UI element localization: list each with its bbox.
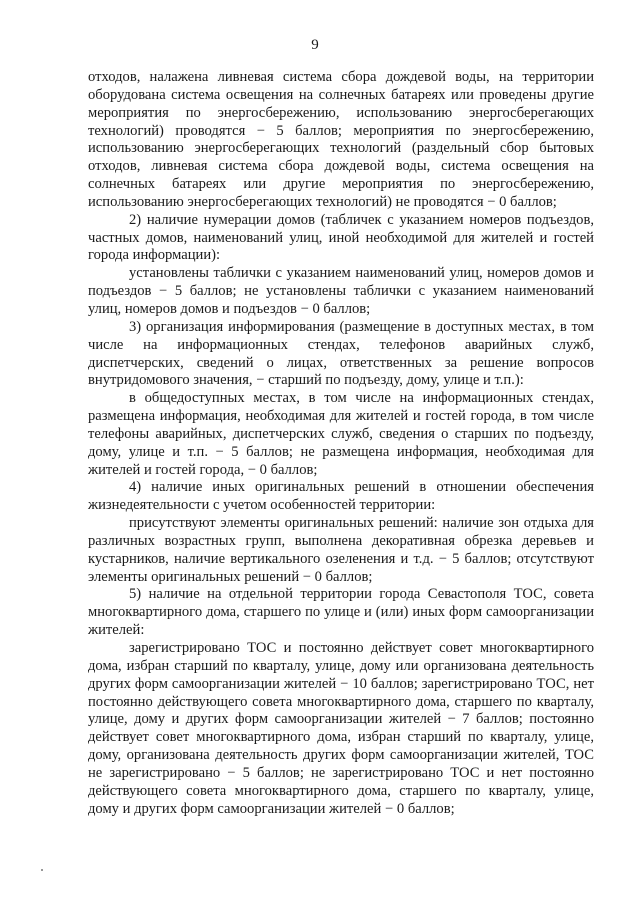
paragraph-3-signs-scoring: установлены таблички с указанием наименований улиц, номеров домов и подъездов − 5 баллов; не установлены таблички с указанием наименований улиц, номеров домов и подъездов − 0 баллов;	[88, 265, 594, 317]
paragraph-6-original-solutions: 4) наличие иных оригинальных решений в отношении обеспечения жизнедеятельности с учетом особенностей территории:	[88, 479, 594, 514]
paragraph-8-self-organization: 5) наличие на отдельной территории города Севастополя ТОС, совета многоквартирного дома, старшего по улице и (или) иных форм самоорганизации жителей:	[88, 586, 594, 639]
document-body	[88, 37, 594, 818]
paragraph-2-house-numbering: 2) наличие нумерации домов (табличек с указанием номеров подъездов, частных домов, наименований улиц, иной необходимой для жителей и гостей города информации):	[88, 211, 594, 264]
page-number: 9	[311, 37, 319, 53]
paragraph-1-continuation: отходов, налажена ливневая система сбора дождевой воды, на территории оборудована система освещения на солнечных батареях или проведены другие мероприятия по энергосбережению, использованию энергосберегающих технологий) проводятся − 5 баллов; мероприятия по энергосбережению, использованию энергосберегающих технологий (раздельный сбор бытовых отходов, ливневая система сбора дождевой воды, система освещения на солнечных батареях или другие мероприятия по энергосбережению, использованию энергосберегающих технологий) не проводятся − 0 баллов;	[88, 69, 594, 210]
paragraph-7-original-solutions-scoring: присутствуют элементы оригинальных решений: наличие зон отдыха для различных возрастных групп, выполнена декоративная обрезка деревьев и кустарников, наличие вертикального озеленения и т.д. − 5 баллов; отсутствуют элементы оригинальных решений − 0 баллов;	[88, 515, 594, 585]
paragraph-4-informing: 3) организация информирования (размещение в доступных местах, в том числе на информационных стендах, телефонов аварийных служб, диспетчерских, сведений о лицах, ответственных за решение вопросов внутридомового значения, − старший по подъезду, дому, улице и т.п.):	[88, 318, 594, 389]
scan-speck	[41, 869, 43, 871]
paragraph-9-self-organization-scoring: зарегистрировано ТОС и постоянно действует совет многоквартирного дома, избран старший по кварталу, улице, дому или организована деятельность других форм самоорганизации жителей − 10 баллов; зарегистрировано ТОС, нет постоянно действующего совета многоквартирного дома, старшего по кварталу, улице, дому и других форм самоорганизации жителей − 7 баллов; постоянно действует совет многоквартирного дома, избран старший по кварталу, улице, дому, организована деятельность других форм самоорганизации жителей, ТОС не зарегистрировано − 5 баллов; не зарегистрировано ТОС и нет постоянно действующего совета многоквартирного дома, старшего по кварталу, улице, дому и других форм самоорганизации жителей − 0 баллов;	[88, 640, 594, 817]
paragraph-5-informing-scoring: в общедоступных местах, в том числе на информационных стендах, размещена информация, необходимая для жителей и гостей города, в том числе телефоны аварийных, диспетчерских служб, сведения о старших по подъезду, дому, улице и т.п. − 5 баллов; не размещена информация, необходимая для жителей и гостей города, − 0 баллов;	[88, 390, 594, 478]
